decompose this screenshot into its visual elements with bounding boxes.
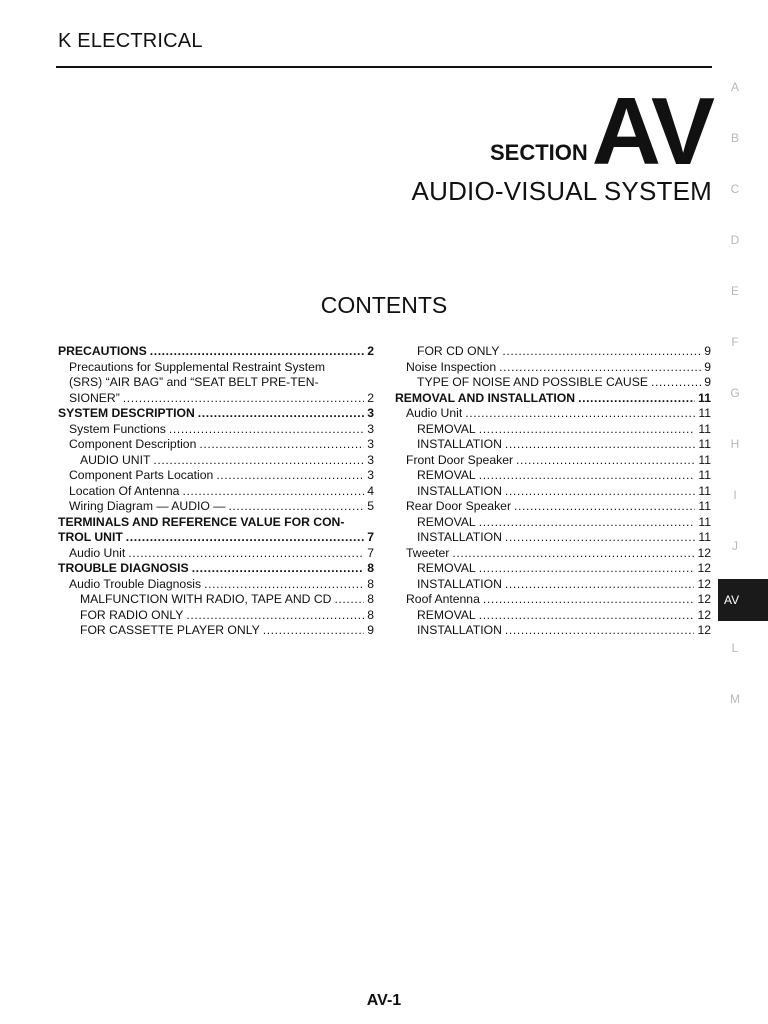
toc-entry-page: 11	[698, 421, 711, 436]
toc-entry-page: 8	[367, 561, 374, 575]
toc-entry-title: INSTALLATION	[417, 530, 502, 544]
toc-entry-page: 11	[698, 514, 711, 529]
toc-entry-title: (SRS) “AIR BAG” and “SEAT BELT PRE-TEN-	[69, 375, 319, 389]
toc-dot-leader	[263, 623, 365, 639]
contents-title: CONTENTS	[320, 292, 448, 318]
toc-entry[interactable]	[58, 375, 374, 391]
toc-dot-leader	[198, 406, 364, 422]
toc-dot-leader	[216, 468, 364, 484]
toc-entry-title: REMOVAL	[417, 607, 476, 622]
toc-entry[interactable]	[395, 530, 711, 546]
toc-entry-title: Noise Inspection	[406, 359, 497, 374]
toc-entry-title: Front Door Speaker	[406, 452, 514, 467]
toc-entry-page: 8	[367, 607, 374, 622]
toc-dot-leader	[186, 608, 364, 624]
side-index-tab-h[interactable]: H	[730, 437, 740, 451]
toc-entry-title: Audio Trouble Diagnosis	[69, 576, 202, 591]
toc-entry-page: 11	[698, 499, 711, 513]
toc-dot-leader	[483, 592, 695, 608]
section-heading	[489, 78, 712, 185]
toc-dot-leader	[505, 530, 695, 546]
toc-entry[interactable]	[58, 546, 374, 562]
toc-dot-leader	[199, 437, 364, 453]
toc-entry[interactable]	[58, 499, 374, 515]
toc-entry[interactable]	[395, 499, 711, 515]
toc-entry-title: Wiring Diagram — AUDIO —	[69, 499, 226, 513]
toc-dot-leader	[479, 608, 695, 624]
toc-entry-title: Audio Unit	[406, 406, 463, 420]
toc-entry[interactable]	[395, 515, 711, 531]
toc-dot-leader	[228, 499, 364, 515]
toc-dot-leader	[505, 437, 695, 453]
header-title: K ELECTRICAL	[58, 30, 203, 52]
toc-entry-page: 3	[367, 452, 374, 467]
toc-entry-page: 7	[367, 530, 374, 544]
toc-entry-title: PRECAUTIONS	[58, 344, 147, 358]
toc-entry-title: TROUBLE DIAGNOSIS	[58, 561, 189, 575]
toc-dot-leader	[128, 546, 364, 562]
side-index-tab-c[interactable]: C	[730, 182, 740, 196]
side-index-tab-l[interactable]: L	[731, 641, 739, 655]
toc-entry[interactable]	[58, 344, 374, 360]
toc-entry-title: FOR RADIO ONLY	[80, 607, 184, 622]
toc-dot-leader	[502, 344, 701, 360]
toc-dot-leader	[505, 484, 695, 500]
side-index-tab-a[interactable]: A	[730, 80, 739, 94]
toc-entry-title: AUDIO UNIT	[80, 452, 151, 467]
toc-entry-title: REMOVAL	[417, 561, 476, 575]
toc-dot-leader	[578, 391, 695, 407]
toc-entry[interactable]	[395, 360, 711, 376]
toc-dot-leader	[479, 422, 696, 438]
toc-entry[interactable]	[58, 422, 374, 438]
side-index-tab-e[interactable]: E	[730, 284, 739, 298]
toc-entry-title: SIONER”	[69, 390, 120, 405]
toc-entry-title: Roof Antenna	[406, 592, 480, 606]
toc-entry[interactable]	[395, 484, 711, 500]
toc-entry-page: 2	[367, 344, 374, 358]
toc-entry[interactable]	[58, 391, 374, 407]
section-word: SECTION	[489, 140, 588, 165]
toc-entry[interactable]	[395, 623, 711, 639]
toc-entry[interactable]	[395, 453, 711, 469]
toc-entry-page: 11	[698, 406, 711, 420]
toc-entry-title: TYPE OF NOISE AND POSSIBLE CAUSE	[417, 375, 648, 389]
toc-entry[interactable]	[395, 577, 711, 593]
toc-entry-page: 4	[367, 483, 374, 498]
toc-entry-page: 2	[367, 390, 374, 405]
toc-entry-title: Component Parts Location	[69, 468, 214, 482]
toc-entry-page: 12	[697, 623, 711, 637]
toc-dot-leader	[204, 577, 364, 593]
toc-entry-title: TERMINALS AND REFERENCE VALUE FOR CON-	[58, 514, 345, 529]
toc-entry[interactable]	[395, 391, 711, 407]
side-index-tab-g[interactable]: G	[730, 386, 740, 400]
toc-entry-title: Component Description	[69, 437, 197, 451]
toc-entry-title: INSTALLATION	[417, 483, 502, 498]
toc-dot-leader	[126, 530, 364, 546]
side-index-tab-m[interactable]: M	[730, 692, 740, 706]
toc-entry-title: FOR CD ONLY	[417, 344, 500, 358]
section-subtitle: AUDIO-VISUAL SYSTEM	[411, 176, 712, 206]
toc-entry-title: SYSTEM DESCRIPTION	[58, 406, 195, 420]
toc-entry-title: MALFUNCTION WITH RADIO, TAPE AND CD	[80, 592, 332, 606]
toc-entry-page: 12	[697, 545, 711, 560]
toc-entry-page: 11	[698, 530, 711, 544]
toc-entry[interactable]	[58, 515, 374, 531]
toc-entry[interactable]	[58, 360, 374, 376]
toc-entry-page: 11	[698, 390, 711, 405]
toc-entry-title: INSTALLATION	[417, 576, 502, 591]
toc-entry[interactable]	[395, 344, 711, 360]
toc-dot-leader	[479, 561, 695, 577]
toc-entry[interactable]	[395, 437, 711, 453]
toc-entry[interactable]	[58, 530, 374, 546]
toc-entry-title: Location Of Antenna	[69, 483, 180, 498]
toc-dot-leader	[192, 561, 365, 577]
side-index-tab-d[interactable]: D	[730, 233, 740, 247]
toc-entry-page: 12	[697, 607, 711, 622]
toc-dot-leader	[516, 453, 695, 469]
toc-entry-page: 11	[698, 468, 711, 482]
toc-dot-leader	[150, 344, 365, 360]
toc-entry-page: 9	[704, 359, 711, 374]
toc-dot-leader	[182, 484, 364, 500]
toc-entry[interactable]	[395, 422, 711, 438]
toc-entry[interactable]	[395, 468, 711, 484]
toc-entry-page: 8	[367, 576, 374, 591]
toc-entry-title: INSTALLATION	[417, 623, 502, 637]
toc-entry-page: 12	[697, 592, 711, 606]
toc-dot-leader	[465, 406, 695, 422]
toc-entry-page: 5	[367, 499, 374, 513]
side-index-tab-j[interactable]: J	[732, 539, 738, 553]
toc-entry[interactable]	[395, 592, 711, 608]
toc-entry[interactable]	[395, 546, 711, 562]
toc-entry-title: System Functions	[69, 421, 166, 436]
toc-entry-title: REMOVAL AND INSTALLATION	[395, 390, 576, 405]
side-index-tab-f[interactable]: F	[731, 335, 739, 349]
toc-entry[interactable]	[58, 468, 374, 484]
toc-dot-leader	[499, 360, 701, 376]
toc-dot-leader	[123, 391, 364, 407]
toc-dot-leader	[514, 499, 695, 515]
toc-entry-page: 9	[704, 344, 711, 358]
toc-entry[interactable]	[58, 577, 374, 593]
toc-dot-leader	[505, 577, 695, 593]
toc-entry-page: 9	[704, 375, 711, 389]
toc-dot-leader	[479, 515, 696, 531]
toc-entry-page: 11	[698, 483, 711, 498]
toc-dot-leader	[651, 375, 701, 391]
toc-entry-title: REMOVAL	[417, 421, 476, 436]
toc-entry[interactable]	[58, 437, 374, 453]
toc-entry-title: Tweeter	[406, 545, 450, 560]
header-rule	[56, 66, 712, 68]
toc-entry-title: INSTALLATION	[417, 437, 502, 451]
toc-entry[interactable]	[58, 406, 374, 422]
toc-entry-page: 3	[367, 468, 374, 482]
toc-right-column	[395, 344, 711, 639]
toc-dot-leader	[452, 546, 694, 562]
toc-entry[interactable]	[395, 375, 711, 391]
toc-entry[interactable]	[58, 592, 374, 608]
toc-entry-page: 12	[697, 561, 711, 575]
toc-dot-leader	[169, 422, 364, 438]
section-code: AV	[591, 78, 712, 185]
toc-entry[interactable]	[58, 561, 374, 577]
toc-entry[interactable]	[58, 453, 374, 469]
toc-entry-page: 8	[367, 592, 374, 606]
toc-entry-page: 7	[367, 545, 374, 560]
toc-entry[interactable]	[58, 608, 374, 624]
toc-left-column	[58, 344, 374, 639]
side-index-tab-b[interactable]: B	[730, 131, 739, 145]
toc-entry-page: 3	[367, 421, 374, 436]
toc-entry-title: Audio Unit	[69, 545, 126, 560]
toc-dot-leader	[479, 468, 696, 484]
toc-entry-title: Rear Door Speaker	[406, 499, 511, 513]
toc-dot-leader	[334, 592, 364, 608]
toc-entry-title: REMOVAL	[417, 514, 476, 529]
footer-page-number: AV-1	[366, 992, 402, 1009]
toc-entry[interactable]	[395, 561, 711, 577]
toc-entry-title: REMOVAL	[417, 468, 476, 482]
toc-entry-title: Precautions for Supplemental Restraint System	[69, 359, 326, 374]
toc-entry[interactable]	[395, 608, 711, 624]
toc-entry[interactable]	[395, 406, 711, 422]
toc-entry[interactable]	[58, 484, 374, 500]
toc-entry-page: 3	[367, 406, 374, 420]
toc-dot-leader	[153, 453, 364, 469]
toc-entry-title: TROL UNIT	[58, 530, 123, 544]
toc-dot-leader	[505, 623, 695, 639]
toc-entry-page: 11	[698, 452, 711, 467]
toc-entry-page: 11	[698, 437, 711, 451]
toc-entry-page: 9	[367, 623, 374, 637]
toc-entry-page: 3	[367, 437, 374, 451]
toc-entry-page: 12	[697, 576, 711, 591]
side-index-tab-av[interactable]: AV	[718, 579, 768, 621]
toc-entry[interactable]	[58, 623, 374, 639]
toc-entry-title: FOR CASSETTE PLAYER ONLY	[80, 623, 260, 637]
side-index-tab-i[interactable]: I	[733, 488, 737, 502]
